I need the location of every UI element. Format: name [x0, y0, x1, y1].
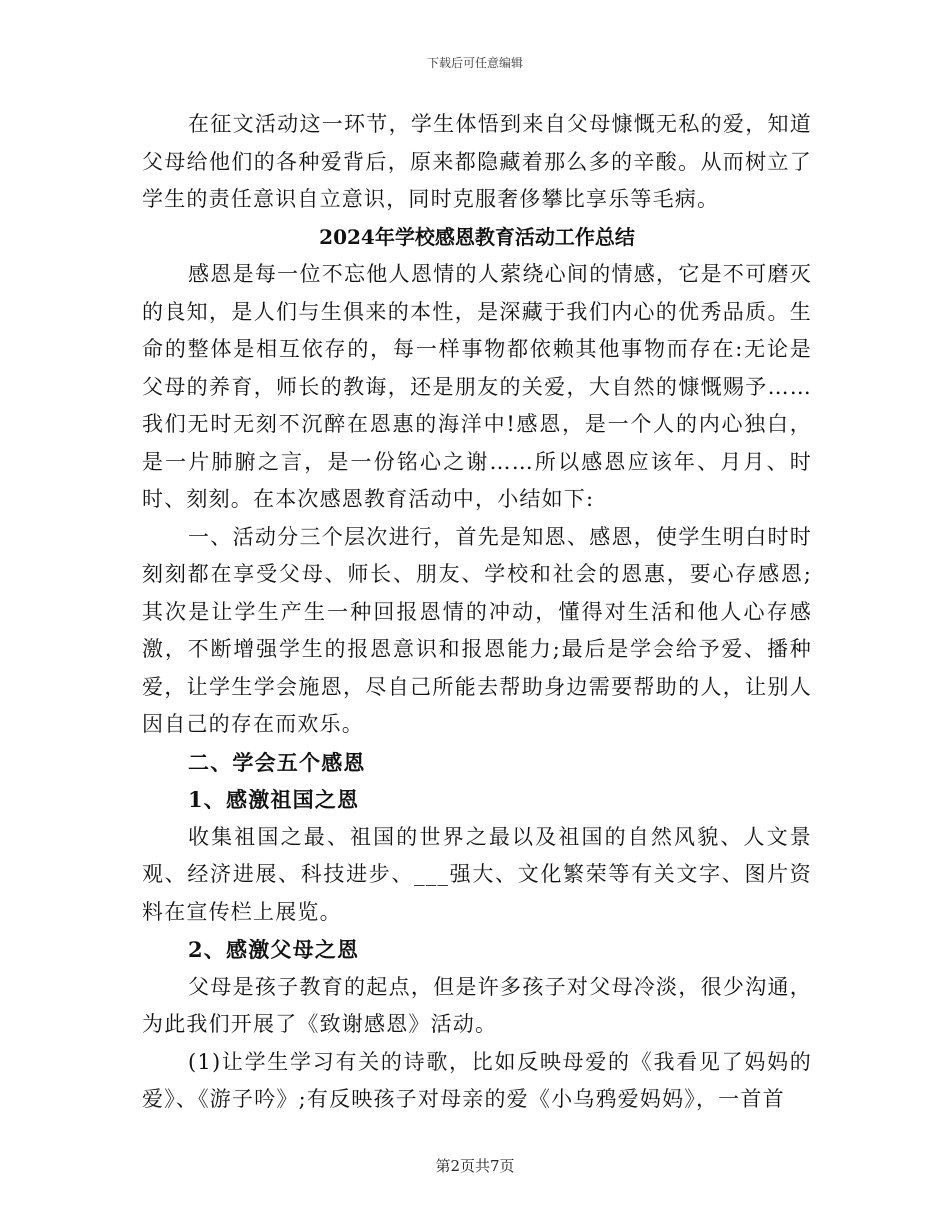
paragraph-poems: (1)让学生学习有关的诗歌，比如反映母爱的《我看见了妈妈的爱》、《游子吟》;有反映孩子对母亲的爱《小乌鸦爱妈妈》，一首首	[142, 1049, 812, 1111]
page-number: 第2页共7页	[435, 1157, 515, 1175]
paragraph-parents: 父母是孩子教育的起点，但是许多孩子对父母冷淡，很少沟通，为此我们开展了《致谢感恩》活动。	[142, 974, 812, 1036]
paragraph-gratitude-intro: 感恩是每一位不忘他人恩情的人萦绕心间的情感，它是不可磨灭的良知，是人们与生俱来的本性，是深藏于我们内心的优秀品质。生命的整体是相互依存的，每一样事物都依赖其他事物而存在:无论是父母的养育，师长的教诲，还是朋友的关爱，大自然的慷慨赐予……我们无时无刻不沉醉在恩惠的海洋中!感恩，是一个人的内心独白，是一片肺腑之言，是一份铭心之谢……所以感恩应该年、月月、时时、刻刻。在本次感恩教育活动中，小结如下:	[142, 262, 812, 511]
heading-five-gratitudes: 二、学会五个感恩	[188, 749, 366, 775]
paragraph-essay-activity: 在征文活动这一环节，学生体悟到来自父母慷慨无私的爱，知道父母给他们的各种爱背后，原来都隐藏着那么多的辛酸。从而树立了学生的责任意识自立意识，同时克服奢侈攀比享乐等毛病。	[142, 112, 812, 211]
document-body	[142, 106, 812, 1119]
heading-parents: 2、感激父母之恩	[188, 937, 360, 962]
download-note: 下载后可任意编辑	[426, 56, 523, 70]
paragraph-activity-levels: 一、活动分三个层次进行，首先是知恩、感恩，使学生明白时时刻刻都在享受父母、师长、朋友、学校和社会的恩惠，要心存感恩;其次是让学生产生一种回报恩情的冲动，懂得对生活和他人心存感激，不断增强学生的报恩意识和报恩能力;最后是学会给予爱、播种爱，让学生学会施恩，尽自己所能去帮助身边需要帮助的人，让别人因自己的存在而欢乐。	[142, 524, 812, 736]
paragraph-motherland: 收集祖国之最、祖国的世界之最以及祖国的自然风貌、人文景观、经济进展、科技进步、___强大、文化繁荣等有关文字、图片资料在宣传栏上展览。	[142, 824, 812, 924]
heading-motherland: 1、感激祖国之恩	[188, 787, 360, 812]
section-title: 2024年学校感恩教育活动工作总结	[319, 224, 635, 249]
